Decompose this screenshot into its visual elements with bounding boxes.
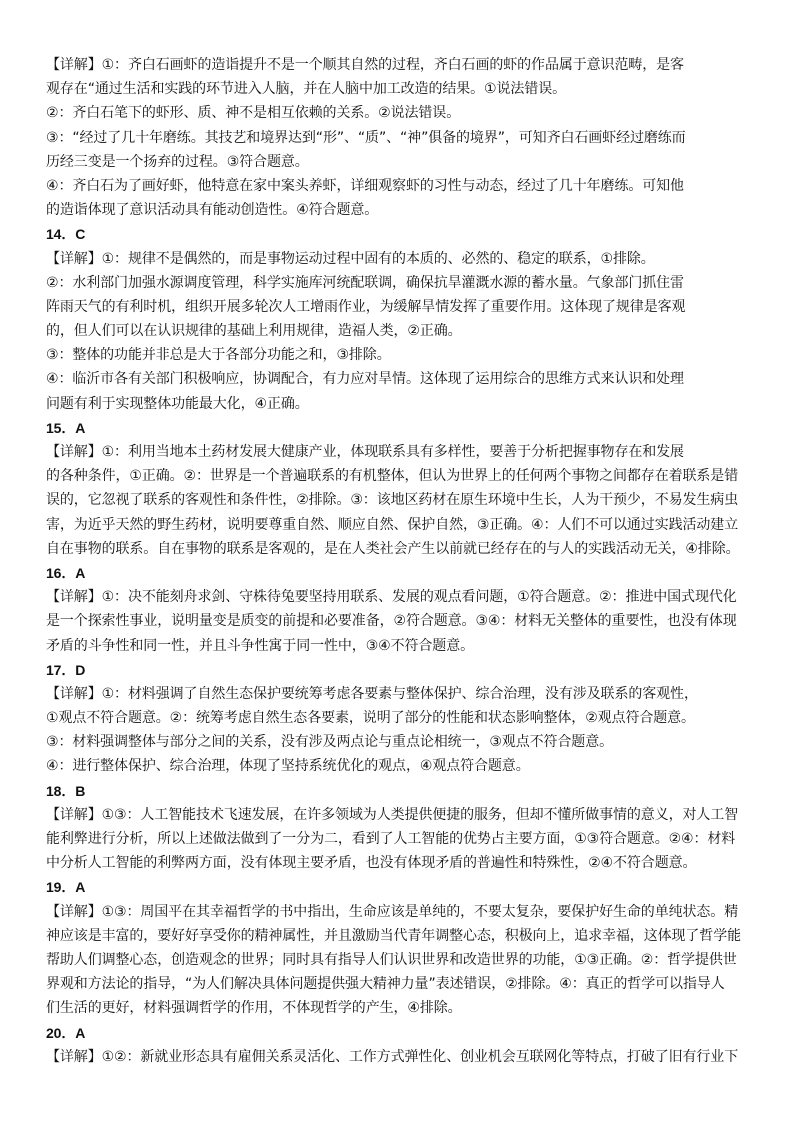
explanation-line: 害，为近乎天然的野生药材，说明要尊重自然、顺应自然、保护自然，③正确。④：人们不可以通过实践活动建立 — [46, 516, 739, 533]
answer-explanations — [46, 53, 762, 1069]
question-number: 18．B — [46, 782, 86, 799]
explanation-line: ②：齐白石笔下的虾形、质、神不是相互依赖的关系。②说法错误。 — [46, 105, 461, 122]
question-number: 20．A — [46, 1024, 86, 1041]
explanation-line: 界观和方法论的指导，“为人们解决具体问题提供强大精神力量”表述错误，②排除。④：真正的哲学可以指导人 — [46, 976, 725, 993]
explanation-line: ③：整体的功能并非总是大于各部分功能之和，③排除。 — [46, 347, 391, 364]
explanation-line: ②：水利部门加强水源调度管理，科学实施库河统配联调，确保抗旱灌溉水源的蓄水量。气象部门抓住雷 — [46, 274, 684, 291]
explanation-line: 们生活的更好，材料强调哲学的作用，不体现哲学的产生，④排除。 — [46, 1000, 462, 1017]
explanation-line: 的各种条件，①正确。②：世界是一个普遍联系的有机整体，但认为世界上的任何两个事物之间都存在着联系是错 — [46, 468, 739, 485]
explanation-line: 矛盾的斗争性和同一性，并且斗争性寓于同一性中，③④不符合题意。 — [46, 637, 475, 654]
explanation-line: ④：进行整体保护、综合治理，体现了坚持系统优化的观点，④观点符合题意。 — [46, 758, 530, 775]
explanation-line: 问题有利于实现整体功能最大化，④正确。 — [46, 395, 309, 412]
explanation-line: 能利弊进行分析，所以上述做法做到了一分为二，看到了人工智能的优势占主要方面，①③符合题意。②④：材料 — [46, 831, 736, 847]
explanation-line: 【详解】①：决不能刻舟求剑、守株待兔要坚持用联系、发展的观点看问题，①符合题意。②：推进中国式现代化 — [46, 589, 737, 606]
explanation-line: ④：齐白石为了画好虾，他特意在家中案头养虾，详细观察虾的习性与动态，经过了几十年磨练。可知他 — [46, 177, 684, 194]
explanation-line: 历经三变是一个扬弃的过程。③符合题意。 — [46, 153, 309, 170]
explanation-line: 【详解】①：利用当地本土药材发展大健康产业，体现联系具有多样性，要善于分析把握事物存在和发展 — [46, 444, 684, 460]
explanation-line: ①观点不符合题意。②：统筹考虑自然生态各要素，说明了部分的性能和状态影响整体，②观点符合题意。 — [46, 710, 695, 727]
explanation-line: 【详解】①③：周国平在其幸福哲学的书中指出，生命应该是单纯的，不要太复杂，要保护好生命的单纯状态。精 — [46, 903, 739, 920]
explanation-line: ③：“经过了几十年磨练。其技艺和境界达到“形”、“质”、“神”俱备的境界”，可知齐白石画虾经过磨练而 — [46, 129, 686, 146]
explanation-line: 【详解】①：规律不是偶然的，而是事物运动过程中固有的本质的、必然的、稳定的联系，①排除。 — [46, 250, 655, 267]
explanation-line: 是一个探索性事业，说明量变是质变的前提和必要准备，②符合题意。③④：材料无关整体的重要性，也没有体现 — [46, 613, 737, 630]
explanation-line: 【详解】①③：人工智能技术飞速发展，在许多领域为人类提供便捷的服务，但却不懂所做事情的意义，对人工智 — [46, 806, 739, 823]
question-number: 14．C — [46, 226, 86, 243]
explanation-line: 中分析人工智能的利弊两方面，没有体现主要矛盾，也没有体现矛盾的普遍性和特殊性，②④不符合题意。 — [46, 855, 697, 872]
explanation-line: 【详解】①：材料强调了自然生态保护要统筹考虑各要素与整体保护、综合治理，没有涉及联系的客观性， — [46, 685, 698, 702]
explanation-line: 阵雨天气的有利时机，组织开展多轮次人工增雨作业，为缓解旱情发挥了重要作用。这体现了规律是客观 — [46, 298, 686, 315]
explanation-line: 神应该是丰富的，要好好享受你的精神属性，并且激励当代青年调整心态，积极向上，追求幸福，这体现了哲学能 — [46, 927, 741, 944]
explanation-line: ③：材料强调整体与部分之间的关系，没有涉及两点论与重点论相统一，③观点不符合题意。 — [46, 734, 613, 751]
explanation-line: 的造诣体现了意识活动具有能动创造性。④符合题意。 — [46, 202, 379, 219]
question-number: 15．A — [46, 419, 86, 436]
question-number: 19．A — [46, 879, 86, 896]
explanation-line: 的，但人们可以在认识规律的基础上利用规律，造福人类，②正确。 — [46, 323, 462, 340]
explanation-line: 【详解】①：齐白石画虾的造诣提升不是一个顺其自然的过程，齐白石画的虾的作品属于意识范畴，是客 — [46, 57, 684, 73]
question-number: 17．D — [46, 661, 86, 678]
explanation-line: 自在事物的联系。自在事物的联系是客观的，是在人类社会产生以前就已经存在的与人的实践活动无关，④排除。 — [46, 540, 740, 557]
explanation-line: 帮助人们调整心态，创造观念的世界；同时具有指导人们认识世界和改造世界的功能，①③正确。②：哲学提供世 — [46, 951, 737, 968]
explanation-line: 误的，它忽视了联系的客观性和条件性，②排除。③：该地区药材在原生环境中生长，人为干预少，不易发生病虫 — [46, 492, 739, 509]
explanation-line: 【详解】①②：新就业形态具有雇佣关系灵活化、工作方式弹性化、创业机会互联网化等特点，打破了旧有行业下 — [46, 1048, 739, 1065]
explanation-line: 观存在“通过生活和实践的环节进入人脑，并在人脑中加工改造的结果。①说法错误。 — [46, 81, 567, 98]
question-number: 16．A — [46, 564, 86, 581]
explanation-line: ④：临沂市各有关部门积极响应，协调配合，有力应对旱情。这体现了运用综合的思维方式来认识和处理 — [46, 371, 684, 388]
